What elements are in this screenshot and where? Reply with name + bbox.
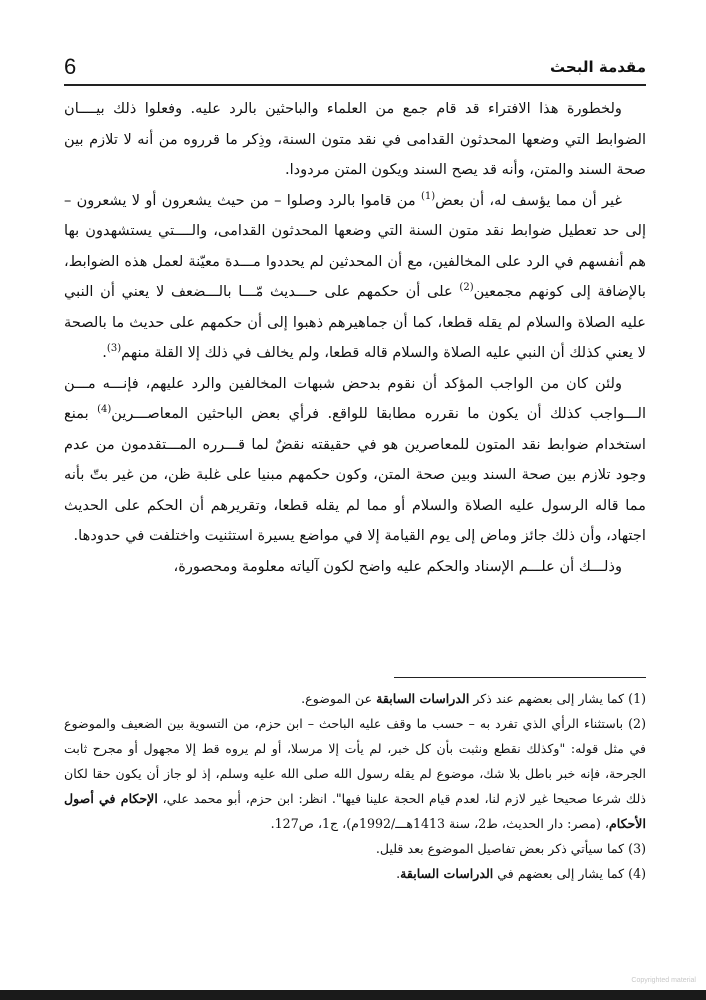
footnote-marker: (4)	[628, 866, 646, 881]
header-rule	[64, 84, 646, 86]
footnote-text: باستثناء الرأي الذي تفرد به – حسب ما وقف عليه الباحث – ابن حزم، من التسوية بين الضعيف والموضوع في مثل قوله: "وكذلك نقطع ونثبت بأن كل خبر، لم يأت إلا مرسلا، أو لم يروه قط إلا مجهول أو مجرح ثابت الجرحة، فإنه خبر باطل بلا شك، موضوع لم يقله رسول الله صلى الله عليه وسلم، إذ لو جاز أن يكون حقا لكان ذلك شرعا صحيحا غير لازم لنا، لعدم قيام الحجة علينا فيها". انظر: ابن حزم، أبو محمد علي،	[64, 716, 646, 806]
paragraph-1: ولخطورة هذا الافتراء قد قام جمع من العلماء والباحثين بالرد عليه. وفعلوا ذلك بيــــان الضوابط التي وضعها المحدثون القدامى في نقد متون السنة، وذِكر ما قرروه من أنه لا تلازم بين صحة السند والمتن، وأنه قد يصح السند ويكون المتن مردودا.	[64, 100, 646, 178]
footnote-ref-1[interactable]: (1)	[420, 190, 436, 202]
footnote-2	[64, 711, 646, 836]
footnote-text: .	[396, 866, 401, 881]
footnote-4	[64, 861, 646, 886]
paragraph-2-end: .	[102, 344, 107, 361]
book-page	[64, 0, 646, 990]
footnote-text: كما سيأتي ذكر بعض تفاصيل الموضوع بعد قليل.	[375, 841, 625, 856]
running-title: مقدمة البحث	[550, 58, 646, 76]
footnote-book-title: الإحكام في أصول الأحكام	[64, 791, 646, 831]
paragraph-2-part: على أن حكمهم على حـــديث مّـــا بالـــضعف لا يعني أن النبي عليه الصلاة والسلام لم يقله قطعا، كما أن جماهيرهم ذهبوا إلى أن حكمهم على حديث ما بالصحة لا يعني كذلك أن النبي عليه الصلاة والسلام قاله قطعا، ولم يخالف في ذلك إلا القلة منهم	[64, 283, 646, 361]
footnote-text: كما يشار إلى بعضهم عند ذكر	[469, 691, 625, 706]
footnote-text: ، (مصر: دار الحديث، ط2، سنة 1413هـــ/1992م)، ج1، ص127.	[270, 816, 609, 831]
page-header	[64, 52, 646, 82]
page-number: 6	[64, 54, 77, 79]
paragraph-3	[64, 369, 646, 552]
paragraph-3-part: بمنع استخدام ضوابط نقد المتون للمعاصرين هو في حقيقته نقضٌ لما قـــرره المـــتقدمون من عدم وجود تلازم بين صحة السند وبين صحة المتن، وكون حكمهم مبنيا على غلبة ظن، من غير بتّ بأنه مما قاله الرسول عليه الصلاة والسلام أو مما لم يقله قطعا، وتقريرهم أن الحكم على الحديث اجتهاد، وأن ذلك جائز وماض إلى يوم القيامة إلا في مواضع يسيرة استثنيت واختلفت في حدودها.	[64, 405, 646, 544]
footnote-text: عن الموضوع.	[301, 691, 377, 706]
footnote-ref-2[interactable]: (2)	[459, 282, 474, 294]
body-text	[64, 94, 646, 582]
footnote-text: كما يشار إلى بعضهم في	[493, 866, 625, 881]
footnote-separator	[394, 677, 646, 678]
paragraph-2-part: من قاموا بالرد وصلوا – من حيث يشعرون أو لا يشعرون – إلى حد تعطيل ضوابط نقد متون السنة التي وضعها المحدثون القدامى، والــــتي يستشهدون بها هم أنفسهم في الرد على المخالفين، مع أن المحدثين لم يحددوا مـــدة معيّنة لعمل هذه الضوابط، بالإضافة إلى كونهم مجمعين	[64, 191, 646, 300]
footnote-marker: (3)	[628, 841, 646, 856]
footnote-bold-text: الدراسات السابقة	[400, 866, 494, 881]
footnote-bold-text: الدراسات السابقة	[376, 691, 470, 706]
paragraph-2	[64, 186, 646, 369]
footnotes	[64, 686, 646, 886]
footnote-ref-4[interactable]: (4)	[97, 404, 112, 416]
copyright-watermark: Copyrighted material	[631, 977, 696, 984]
paragraph-2-part: غير أن مما يؤسف له، أن بعض	[435, 191, 622, 209]
footnote-1	[64, 686, 646, 711]
footnote-3	[64, 836, 646, 861]
footnote-ref-3[interactable]: (3)	[106, 343, 122, 355]
footnote-marker: (1)	[628, 691, 646, 706]
paragraph-4: وذلـــك أن علـــم الإسناد والحكم عليه واضح لكون آلياته معلومة ومحصورة،	[173, 557, 622, 575]
paragraph-3-part: ولئن كان من الواجب المؤكد أن نقوم بدحض شبهات المخالفين والرد عليهم، فإنـــه مـــن الـــواجب كذلك أن يكون ما نقرره مطابقا للواقع. فرأي بعض الباحثين المعاصـــرين	[64, 374, 646, 422]
footnote-marker: (2)	[628, 716, 646, 731]
bottom-border	[0, 990, 706, 1000]
